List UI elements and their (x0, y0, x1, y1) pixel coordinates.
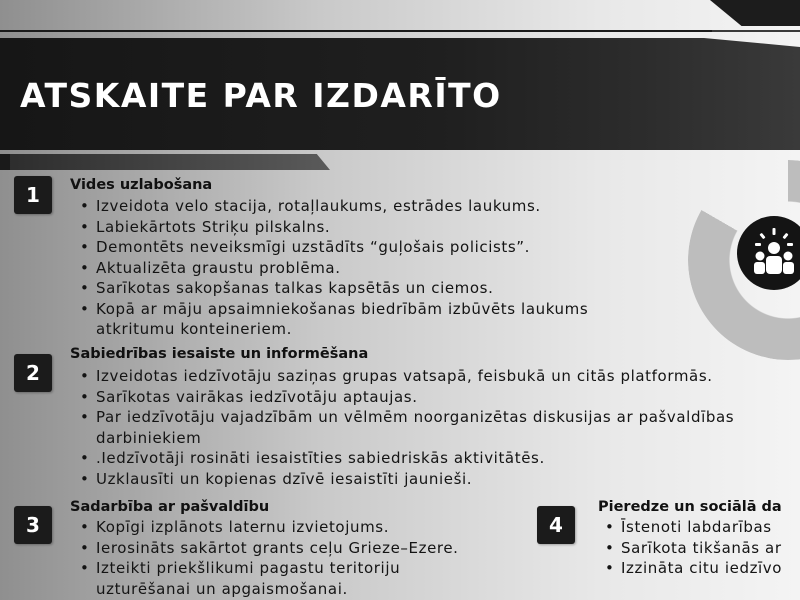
accent-bar (0, 154, 330, 170)
list-item: • Demontēts neveiksmīgi uzstādīts “guļošais policists”. (78, 237, 588, 258)
list-item-continuation: atkritumu konteineriem. (96, 320, 292, 338)
section-number-badge: 4 (537, 506, 575, 544)
section-number-badge: 1 (14, 176, 52, 214)
list-item: • Uzklausīti un kopienas dzīvē iesaistīti jaunieši. (78, 469, 734, 490)
community-icon (737, 216, 800, 290)
list-item: • Izzināta citu iedzīvo (603, 558, 782, 579)
list-item: • Sarīkotas vairākas iedzīvotāju aptaujas. (78, 387, 734, 408)
section-list (78, 366, 734, 489)
section-number-badge: 3 (14, 506, 52, 544)
section-heading: Vides uzlabošana (70, 177, 213, 193)
list-item: • Labiekārtots Striķu pilskalns. (78, 217, 588, 238)
accent-bar-edge (0, 154, 10, 170)
list-item: • Izteikti priekšlikumi pagastu teritoriju (78, 558, 459, 579)
list-item: • Aktualizēta graustu problēma. (78, 258, 588, 279)
page-title: ATSKAITE PAR IZDARĪTO (20, 76, 502, 115)
list-item-continuation: darbiniekiem (96, 428, 202, 447)
section-heading: Sabiedrības iesaiste un informēšana (70, 346, 369, 362)
section-list (78, 196, 588, 340)
list-item: • Par iedzīvotāju vajadzībām un vēlmēm noorganizētas diskusijas ar pašvaldības (78, 407, 734, 428)
divider-line (0, 30, 712, 32)
section-list (603, 517, 782, 579)
section-heading: Pieredze un sociālā da (598, 499, 782, 515)
list-item-continuation: uzturēšanai un apgaismošanai. (96, 579, 348, 598)
section-heading: Sadarbība ar pašvaldību (70, 499, 270, 515)
list-item: • Kopīgi izplānots laternu izvietojums. (78, 517, 459, 538)
section-number-badge: 2 (14, 354, 52, 392)
list-item: • Sarīkotas sakopšanas talkas kapsētās un ciemos. (78, 278, 588, 299)
list-item: • Kopā ar māju apsaimniekošanas biedrībām izbūvēts laukums (78, 299, 588, 320)
list-item: • Ierosināts sakārtot grants ceļu Grieze–Ezere. (78, 538, 459, 559)
list-item: • Īstenoti labdarības (603, 517, 782, 538)
list-item: • Sarīkota tikšanās ar (603, 538, 782, 559)
corner-decoration (710, 0, 800, 26)
list-item: • Izveidotas iedzīvotāju saziņas grupas vatsapā, feisbukā un citās platformās. (78, 366, 734, 387)
list-item: • Izveidota velo stacija, rotaļlaukums, estrādes laukums. (78, 196, 588, 217)
section-list (78, 517, 459, 599)
divider-line (712, 30, 800, 32)
list-item: • .Iedzīvotāji rosināti iesaistīties sabiedriskās aktivitātēs. (78, 448, 734, 469)
